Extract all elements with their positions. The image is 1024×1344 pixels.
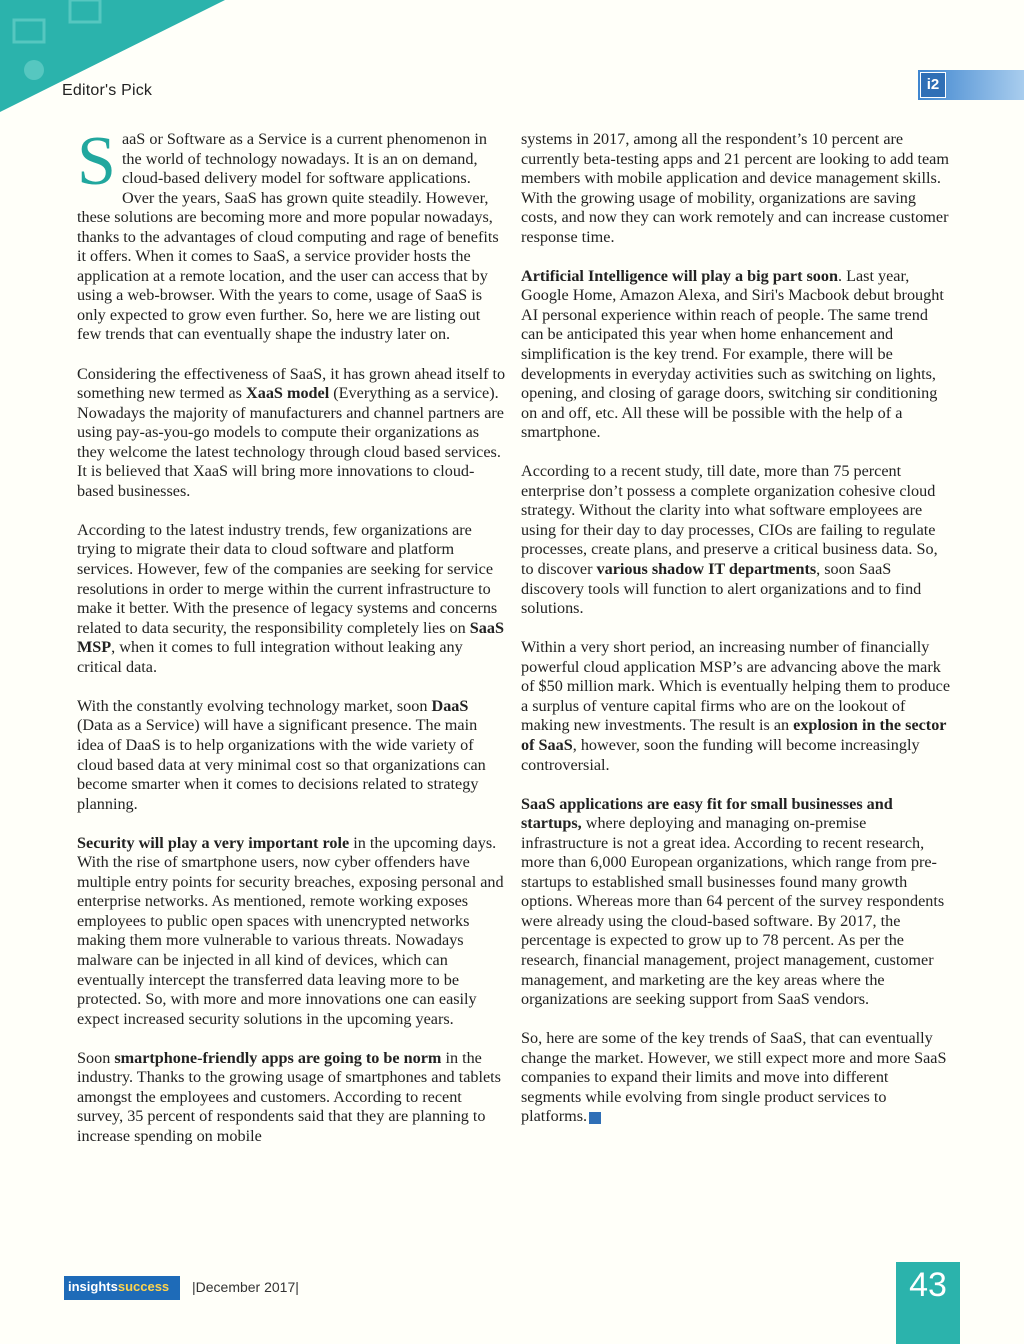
- text-run: Soon: [77, 1048, 115, 1067]
- article-paragraph: [521, 267, 951, 443]
- section-label: Editor's Pick: [62, 82, 153, 99]
- article-paragraph: [521, 1029, 951, 1127]
- text-run: According to the latest industry trends, few organizations are trying to migrate their data to cloud software and platform services. However, few of the companies are seeking for service resolutions in order to merge within the current infrastructure to make it better. With the presence of legacy systems and concerns related to data security, the responsibility completely lies on: [77, 520, 498, 637]
- bold-phrase: XaaS model: [246, 384, 330, 403]
- text-run: (Data as a Service) will have a significant presence. The main idea of DaaS is to help organizations with the wide variety of cloud based data at very minimal cost so that organizations can become smarter when it comes to decisions related to strategy planning.: [77, 716, 486, 813]
- bold-phrase: DaaS: [431, 696, 469, 715]
- bold-phrase: Artificial Intelligence will play a big part soon: [521, 266, 838, 285]
- corner-decoration: [0, 0, 260, 120]
- text-run: aaS or Software as a Service is a current phenomenon in the world of technology nowadays. It is an on demand, cloud-based delivery model for software applications. Over the years, SaaS has grown quite steadily. However, these solutions are becoming more and more popular nowadays, thanks to the advantages of cloud computing and rage of benefits it offers. When it comes to SaaS, a service provider hosts the application at a remote location, and the user can access that by using a web-browser. With the years to come, usage of SaaS is only expected to grow even further. So, here we are listing out few trends that can eventually shape the industry later on.: [77, 130, 499, 344]
- end-mark-icon: [589, 1112, 601, 1124]
- article-paragraph: [521, 462, 951, 618]
- bold-phrase: explosion in the sector of SaaS: [521, 716, 947, 754]
- drop-cap: S: [77, 123, 116, 200]
- text-run: According to a recent study, till date, more than 75 percent enterprise don’t possess a complete organization cohesive cloud strategy. Without the clarity into what software employees are using for their day to day processes, CIOs are failing to regulate processes, create plans, and preserve a critical business data. So, to discover: [521, 462, 938, 579]
- article-column-left: [77, 123, 507, 1166]
- bold-phrase: smartphone-friendly apps are going to be norm: [114, 1048, 442, 1067]
- page-number: 43: [909, 1266, 947, 1304]
- text-run: Considering the effectiveness of SaaS, it has grown ahead itself to something new termed as: [77, 364, 506, 403]
- article-paragraph: [77, 697, 507, 814]
- brand-logo-icon: i2: [920, 72, 946, 98]
- text-run: , when it comes to full integration without leaking any critical data.: [77, 638, 463, 676]
- publisher-logo: [64, 1276, 180, 1300]
- logo-main: insights: [68, 1279, 118, 1294]
- article-paragraph: [77, 365, 507, 502]
- text-run: where deploying and managing on-premise infrastructure is not a great idea. According to recent research, more than 6,000 European organizations, which range from pre-startups to established small businesses found many growth options. Whereas more than 64 percent of the survey respondents were already using the cloud-based software. By 2017, the percentage is expected to grow up to 78 percent. As per the research, financial management, project management, customer management, and marketing are the key areas where the organizations are seeking support from SaaS vendors.: [521, 814, 945, 1009]
- article-paragraph: [77, 834, 507, 1029]
- bold-phrase: Security will play a very important role: [77, 833, 350, 852]
- article-paragraph: [521, 130, 951, 247]
- article-paragraph: [77, 521, 507, 677]
- logo-accent: success: [117, 1279, 170, 1294]
- article-paragraph: [521, 638, 951, 775]
- text-run: With the constantly evolving technology market, soon: [77, 696, 432, 715]
- article-paragraph: [77, 123, 507, 345]
- article-paragraph: [77, 1049, 507, 1147]
- text-run: , soon SaaS discovery tools will function to alert organizations and to find solutions.: [521, 560, 922, 618]
- text-run: , however, soon the funding will become increasingly controversial.: [521, 735, 920, 774]
- text-run: Within a very short period, an increasing number of financially powerful cloud application MSP’s are advancing above the mark of $50 million mark. Which is eventually helping them to produce a surplus of venture capital firms who are on the lookout of making new investments. The result is an: [521, 638, 951, 735]
- text-run: in the upcoming days. With the rise of smartphone users, now cyber offenders have multiple entry points for security breaches, exposing personal and enterprise networks. As mentioned, remote working exposes employees to public open spaces with unencrypted networks making them more vulnerable to various threats. Nowadays malware can be injected in all kind of devices, which can eventually intercept the transferred data leaving more to be protected. So, with more and more innovations one can easily expect increased security solutions in the upcoming years.: [77, 833, 504, 1028]
- article-column-right: [521, 130, 951, 1146]
- text-run: (Everything as a service). Nowadays the majority of manufacturers and channel partners are using pay-as-you-go models to compute their organizations as they welcome the latest technology through cloud based services. It is believed that XaaS will bring more innovations to cloud-based businesses.: [77, 384, 504, 500]
- bold-phrase: SaaS applications are easy fit for small businesses and startups,: [521, 794, 893, 833]
- text-run: So, here are some of the key trends of SaaS, that can eventually change the market. However, we still expect more and more SaaS companies to expand their limits and move into different segments while evolving from single product services to platforms.: [521, 1029, 947, 1126]
- text-run: in the industry. Thanks to the growing usage of smartphones and tablets amongst the employees and customers. According to recent survey, 35 percent of respondents said that they are planning to increase spending on mobile: [77, 1048, 501, 1145]
- bold-phrase: SaaS MSP: [77, 618, 504, 657]
- text-run: systems in 2017, among all the respondent’s 10 percent are currently beta-testing apps and 21 percent are looking to add team members with mobile application and device management skills. With the growing usage of mobility, organizations are saving costs, and now they can work remotely and can increase customer response time.: [521, 130, 949, 246]
- article-paragraph: [521, 795, 951, 1010]
- text-run: . Last year, Google Home, Amazon Alexa, and Siri's Macbook debut brought AI personal experience within reach of people. The same trend can be anticipated this year when home enhancement and simplification is the key trend. For example, there will be developments in everyday activities such as switching on lights, opening, and closing of garage doors, switching sir conditioning on and off, etc. All these will be possible with the help of a smartphone.: [521, 266, 944, 442]
- bold-phrase: various shadow IT departments: [596, 560, 817, 579]
- issue-date: |December 2017|: [192, 1279, 299, 1295]
